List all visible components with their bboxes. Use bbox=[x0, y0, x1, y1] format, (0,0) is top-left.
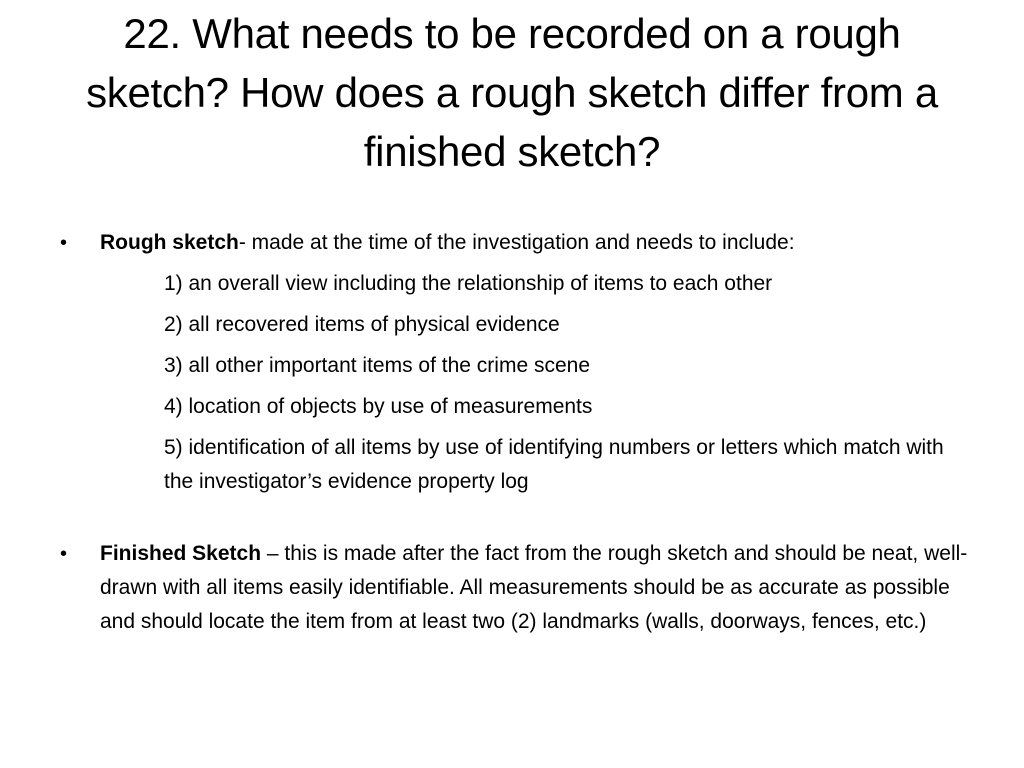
list-item: 2) all recovered items of physical evidence bbox=[164, 313, 560, 336]
bullet-heading-rough-sketch: Rough sketch bbox=[100, 231, 239, 254]
bullet-dot: • bbox=[60, 543, 68, 565]
bullet-finished-sketch bbox=[58, 537, 968, 639]
bullet-dot: • bbox=[60, 232, 68, 254]
list-item: 1) an overall view including the relationship of items to each other bbox=[164, 272, 773, 295]
list-item: 5) identification of all items by use of identifying numbers or letters which match with the investigator’s evidence property log bbox=[164, 436, 944, 493]
slide-body bbox=[58, 226, 968, 639]
bullet-rough-sketch bbox=[58, 226, 968, 499]
bullet-text-rough-sketch: - made at the time of the investigation and needs to include: bbox=[238, 231, 795, 254]
bullet-text-finished-sketch: – this is made after the fact from the rough sketch and should be neat, well-drawn with all items easily identifiable. All measurements should be as accurate as possible and should locate the item from at least two (2) landmarks (walls, doorways, fences, etc.) bbox=[100, 542, 968, 633]
rough-sketch-requirements-list bbox=[100, 267, 968, 499]
list-item: 3) all other important items of the crime scene bbox=[164, 354, 591, 377]
slide-title: 22. What needs to be recorded on a rough sketch? How does a rough sketch differ from a finished sketch? bbox=[86, 10, 938, 175]
list-item: 4) location of objects by use of measurements bbox=[164, 395, 593, 418]
bullet-heading-finished-sketch: Finished Sketch bbox=[100, 542, 262, 565]
